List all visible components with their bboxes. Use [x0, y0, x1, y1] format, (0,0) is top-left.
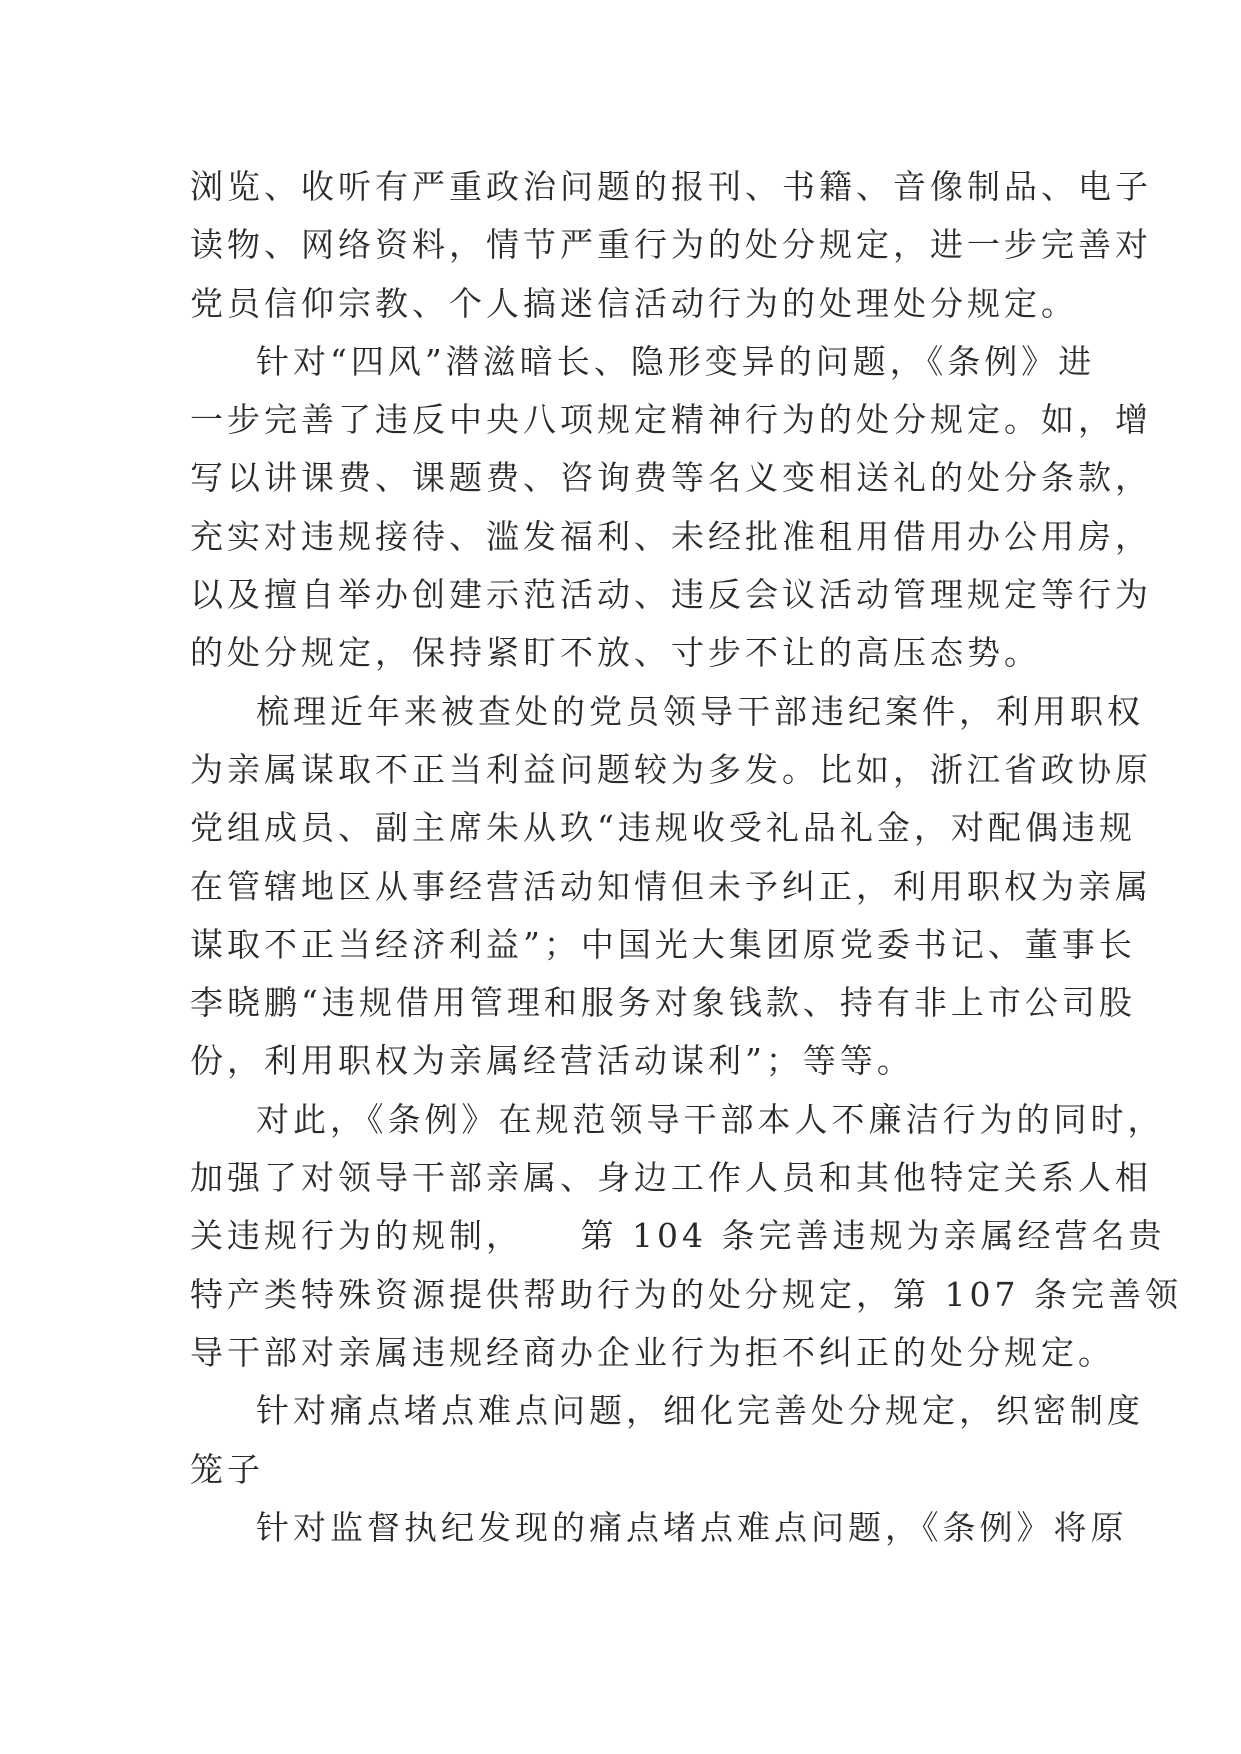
text-line: 梳理近年来被查处的党员领导干部违纪案件，利用职权 [256, 691, 1144, 731]
text-line: 写以讲课费、课题费、咨询费等名义变相送礼的处分条款， [190, 458, 1152, 498]
text-line: 份，利用职权为亲属经营活动谋利”；等等。 [190, 1041, 914, 1081]
text-line: 针对痛点堵点难点问题，细化完善处分规定，织密制度 [256, 1391, 1144, 1431]
text-line: 特产类特殊资源提供帮助行为的处分规定，第 107 条完善领 [190, 1274, 1182, 1314]
text-line: 导干部对亲属违规经商办企业行为拒不纠正的处分规定。 [190, 1332, 1115, 1372]
text-line: 加强了对领导干部亲属、身边工作人员和其他特定关系人相 [190, 1158, 1152, 1198]
text-line: 笼子 [190, 1449, 264, 1489]
text-line: 李晓鹏“违规借用管理和服务对象钱款、持有非上市公司股 [190, 983, 1136, 1023]
text-line: 党员信仰宗教、个人搞迷信活动行为的处理处分规定。 [190, 283, 1078, 323]
text-line: 谋取不正当经济利益”；中国光大集团原党委书记、董事长 [190, 924, 1136, 964]
document-body [190, 158, 1182, 1557]
text-line: 针对监督执纪发现的痛点堵点难点问题，《条例》将原 [256, 1507, 1128, 1547]
text-line: 在管辖地区从事经营活动知情但未予纠正，利用职权为亲属 [190, 866, 1152, 906]
text-line: 对此，《条例》在规范领导干部本人不廉洁行为的同时， [256, 1099, 1165, 1139]
paragraph [190, 158, 1152, 333]
text-line: 浏览、收听有严重政治问题的报刊、书籍、音像制品、电子 [190, 167, 1152, 206]
text-line: 针对“四风”潜滋暗长、隐形变异的问题，《条例》进 [256, 341, 1096, 381]
text-line: 一步完善了违反中央八项规定精神行为的处分规定。如，增 [190, 400, 1152, 440]
text-line: 充实对违规接待、滥发福利、未经批准租用借用办公用房， [190, 516, 1152, 556]
text-line: 关违规行为的规制， 第 104 条完善违规为亲属经营名贵 [190, 1216, 1166, 1256]
paragraph [190, 1091, 1182, 1382]
text-line: 为亲属谋取不正当利益问题较为多发。比如，浙江省政协原 [190, 749, 1152, 789]
section-heading [190, 1382, 1144, 1499]
paragraph [190, 1499, 1128, 1557]
text-line: 的处分规定，保持紧盯不放、寸步不让的高压态势。 [190, 633, 1041, 673]
text-line: 党组成员、副主席朱从玖“违规收受礼品礼金，对配偶违规 [190, 808, 1136, 848]
paragraph [190, 683, 1152, 1091]
paragraph [190, 333, 1152, 683]
text-line: 读物、网络资料，情节严重行为的处分规定，进一步完善对 [190, 225, 1152, 265]
text-line: 以及擅自举办创建示范活动、违反会议活动管理规定等行为 [190, 575, 1152, 615]
